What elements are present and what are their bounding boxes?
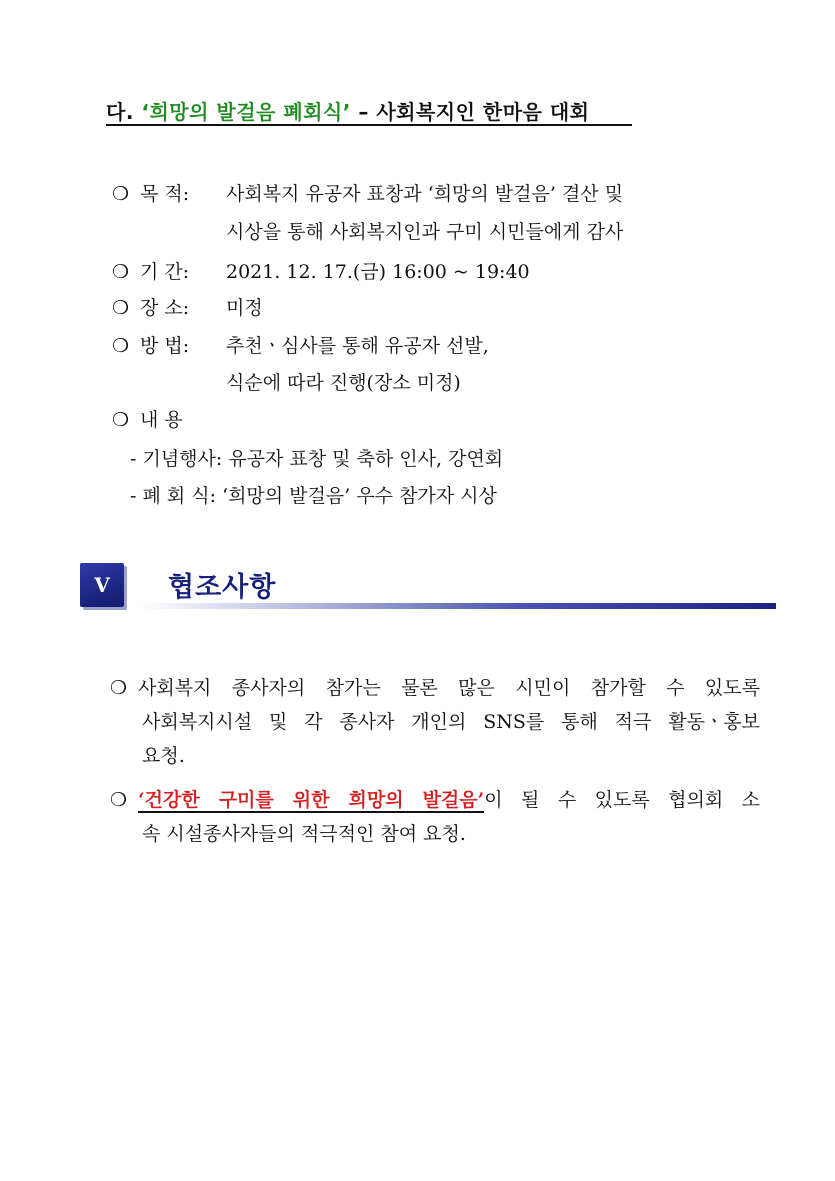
period-label: 기 간: (140, 261, 190, 283)
content-sub2: - 폐 회 식: ‘희망의 발걸음’ 우수 참가자 시상 (130, 485, 497, 507)
circle-bullet-icon: ❍ (112, 297, 130, 319)
purpose-label: 목 적: (140, 183, 190, 205)
section-heading-ceremony (106, 96, 589, 125)
coop-paragraph-1 (110, 671, 760, 773)
item-purpose (112, 182, 623, 206)
section-subtitle: 사회복지인 한마음 대회 (376, 100, 590, 124)
period-value: 2021. 12. 17.(금) 16:00 ~ 19:40 (226, 261, 530, 283)
roman-numeral-badge: V (80, 563, 124, 607)
method-line1: 추천ㆍ심사를 통해 유공자 선발, (226, 335, 489, 357)
section-heading-underline (106, 124, 632, 126)
circle-bullet-icon: ❍ (110, 789, 128, 811)
coop-p1-line3: 요청. (142, 745, 185, 767)
banner-gradient-bar (138, 603, 776, 609)
purpose-line1: 사회복지 유공자 표창과 ‘희망의 발걸음’ 결산 및 (226, 183, 624, 205)
content-sub1: - 기념행사: 유공자 표창 및 축하 인사, 강연회 (130, 448, 504, 470)
item-venue (112, 296, 263, 320)
circle-bullet-icon: ❍ (112, 261, 130, 283)
circle-bullet-icon: ❍ (112, 335, 130, 357)
coop-p2-highlight: ‘건강한 구미를 위한 희망의 발걸음’ (138, 789, 485, 811)
method-label: 방 법: (140, 335, 190, 357)
method-line2: 식순에 따라 진행(장소 미정) (226, 372, 461, 394)
circle-bullet-icon: ❍ (112, 409, 130, 431)
content-label: 내 용 (140, 409, 183, 431)
purpose-line2: 시상을 통해 사회복지인과 구미 시민들에게 감사 (226, 221, 624, 243)
coop-p1-line1 (110, 671, 760, 705)
coop-p1-line1-text: 사회복지 종사자의 참가는 물론 많은 시민이 참가할 수 있도록 (138, 677, 760, 699)
coop-p2-line1-rest: 이 될 수 있도록 협의회 소 (484, 789, 760, 811)
venue-value: 미정 (226, 297, 263, 319)
section-dash: – (350, 100, 377, 124)
section-title-quoted: ‘희망의 발걸음 폐회식’ (141, 100, 351, 124)
coop-p2-line2: 속 시설종사자들의 적극적인 참여 요청. (142, 823, 466, 845)
coop-p1-line2: 사회복지시설 및 각 종사자 개인의 SNS를 통해 적극 활동ㆍ홍보 (142, 711, 760, 733)
circle-bullet-icon: ❍ (112, 183, 130, 205)
circle-bullet-icon: ❍ (110, 677, 128, 699)
section-prefix: 다. (106, 100, 134, 124)
item-content (112, 408, 226, 432)
item-period (112, 260, 530, 284)
item-method (112, 334, 489, 358)
venue-label: 장 소: (140, 297, 190, 319)
coop-p2-line1 (110, 783, 760, 817)
coop-paragraph-2 (110, 783, 760, 851)
section-banner-cooperation (80, 563, 776, 611)
banner-title: 협조사항 (168, 572, 277, 603)
